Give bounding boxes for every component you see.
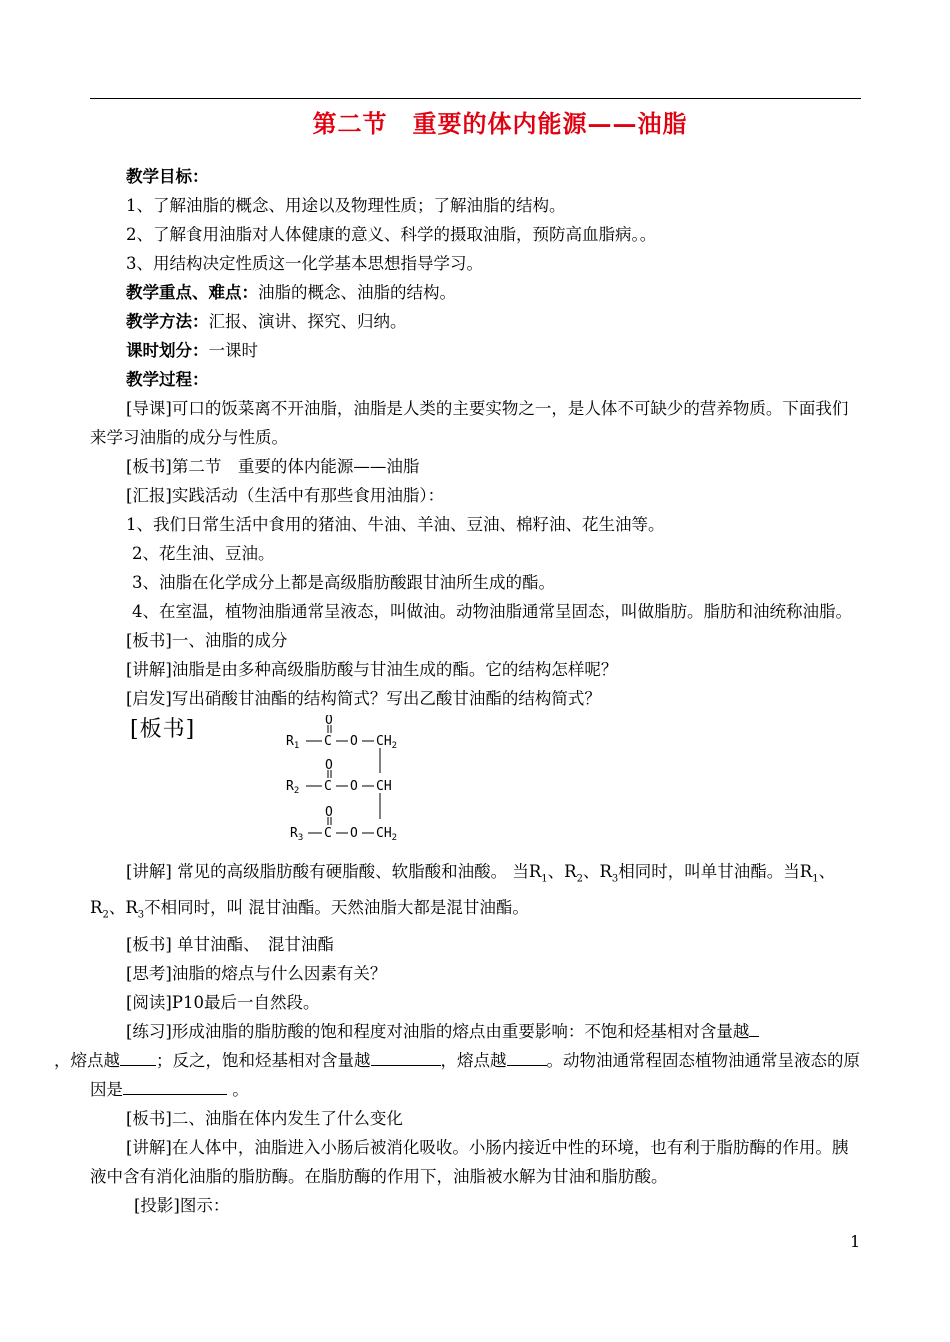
exercise-paragraph: [练习]形成油脂的脂肪酸的饱和程度对油脂的熔点由重要影响：不饱和烃基相对含量越 ，熔点越 ；反之，饱和烃基相对含量越 ，熔点越 。动物油通常程固态植物油通常呈液态的原因是 。 xyxy=(90,1017,861,1104)
process-heading: 教学过程： xyxy=(126,370,209,389)
blank xyxy=(123,1077,227,1095)
think-paragraph: [思考]油脂的熔点与什么因素有关？ xyxy=(126,963,387,983)
key-points-value: 油脂的概念、油脂的结构。 xyxy=(258,283,456,302)
intro-paragraph: [导课]可口的饭菜离不开油脂，油脂是人类的主要实物之一，是人体不可缺少的营养物质。下面我们来学习油脂的成分与性质。 xyxy=(90,399,849,447)
hours xyxy=(90,336,861,365)
ch2-bottom: $CH_2$ xyxy=(376,826,398,843)
r1-label: $R_1$ xyxy=(286,734,300,751)
carbonyl-o-2: O xyxy=(325,758,333,773)
r3-label: $R_3$ xyxy=(290,826,304,843)
board-label: [板书] xyxy=(130,717,196,742)
objective-item: 1、了解油脂的概念、用途以及物理性质；了解油脂的结构。 xyxy=(126,196,566,215)
methods-value: 汇报、演讲、探究、归纳。 xyxy=(208,312,407,331)
carbonyl-o-3: O xyxy=(325,805,333,820)
r2-label: $R_2$ xyxy=(286,779,300,796)
structural-formula xyxy=(90,715,861,857)
lecture-paragraph: [讲解]油脂是由多种高级脂肪酸与甘油生成的酯。它的结构怎样呢？ xyxy=(126,660,618,679)
lecture-paragraph: [讲解]在人体中，油脂进入小肠后被消化吸收。小肠内接近中性的环境，也有利于脂肪酶的作用。胰液中含有消化油脂的脂肪酶。在脂肪酶的作用下，油脂被水解为甘油和脂肪酸。 xyxy=(90,1137,849,1186)
key-points xyxy=(90,278,861,307)
methods-label: 教学方法： xyxy=(126,312,209,331)
hours-value: 一课时 xyxy=(208,341,258,360)
ch-middle: CH xyxy=(376,779,392,794)
objectives-heading: 教学目标： xyxy=(126,167,209,186)
objective-item: 3、用结构决定性质这一化学基本思想指导学习。 xyxy=(126,254,483,273)
projection-note: [投影]图示： xyxy=(134,1195,230,1215)
header-rule xyxy=(90,98,861,99)
blank xyxy=(120,1048,156,1066)
report-item: 1、我们日常生活中食用的猪油、牛油、羊油、豆油、棉籽油、花生油等。 xyxy=(126,515,665,534)
triglyceride-structure xyxy=(280,715,480,857)
ester-o-2: O xyxy=(350,779,358,794)
key-points-label: 教学重点、难点： xyxy=(126,283,258,302)
inspire-paragraph: [启发]写出硝酸甘油酯的结构简式？写出乙酸甘油酯的结构简式？ xyxy=(126,689,601,708)
report-item: 2、花生油、豆油。 xyxy=(132,544,275,563)
board-note: [板书]第二节 重要的体内能源——油脂 xyxy=(126,457,420,476)
objective-item: 2、了解食用油脂对人体健康的意义、科学的摄取油脂，预防高血脂病。。 xyxy=(126,225,657,244)
hours-label: 课时划分： xyxy=(126,341,209,360)
board-note: [板书] 单甘油酯、 混甘油酯 xyxy=(126,934,334,954)
document-body xyxy=(54,162,861,1220)
report-item: 3、油脂在化学成分上都是高级脂肪酸跟甘油所生成的酯。 xyxy=(132,573,555,592)
board-note: [板书]一、油脂的成分 xyxy=(126,631,288,650)
carbon-1: C xyxy=(324,734,332,749)
carbon-2: C xyxy=(324,779,332,794)
board-note: [板书]二、油脂在体内发生了什么变化 xyxy=(126,1108,403,1128)
lecture-paragraph: [讲解] 常见的高级脂肪酸有硬脂酸、软脂酸和油酸。 当$R_1$、$R_2$、$R_3$相同时，叫单甘油酯。当$R_1$、$R_2$、$R_3$不相同时，叫 混甘油酯。天然油脂大都是混甘油酯。 xyxy=(90,862,836,921)
page-title: 第二节 重要的体内能源——油脂 xyxy=(312,109,688,138)
blank xyxy=(507,1048,547,1066)
ch2-top: $CH_2$ xyxy=(376,734,398,751)
report-heading: [汇报]实践活动（生活中有那些食用油脂）： xyxy=(126,486,445,505)
page-number: 1 xyxy=(850,1232,861,1251)
report-item: 4、在室温，植物油脂通常呈液态，叫做油。动物油脂通常呈固态，叫做脂肪。脂肪和油统称油脂。 xyxy=(132,602,852,621)
carbon-3: C xyxy=(324,826,332,841)
read-paragraph: [阅读]P10最后一自然段。 xyxy=(126,992,320,1012)
ester-o-3: O xyxy=(350,826,358,841)
methods xyxy=(90,307,861,336)
blank xyxy=(749,1019,759,1037)
ester-o-1: O xyxy=(350,734,358,749)
blank xyxy=(371,1048,441,1066)
carbonyl-o-1: O xyxy=(325,715,333,728)
